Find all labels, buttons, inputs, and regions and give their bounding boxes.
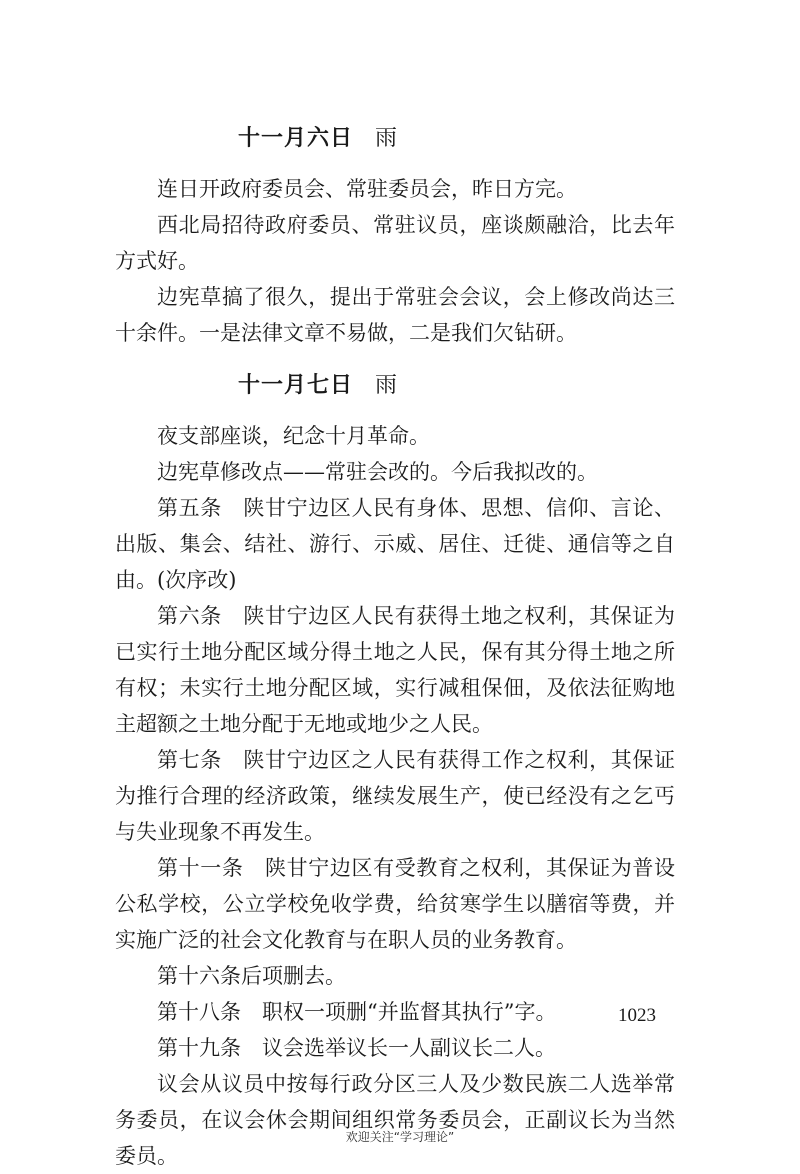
- paragraph: 夜支部座谈，纪念十月革命。: [157, 424, 430, 448]
- entry-date: 十一月六日: [238, 125, 354, 151]
- paragraph: 议会从议员中按每行政分区三人及少数民族二人选举常务委员，在议会休会期间组织常务委员会，正副议长为当然委员。: [115, 1072, 675, 1168]
- entry-heading: [115, 118, 675, 159]
- article-paragraph: 第七条 陕甘宁边区之人民有获得工作之权利，其保证为推行合理的经济政策，继续发展生产，使已经没有之乞丐与失业现象不再发生。: [115, 748, 675, 844]
- article-paragraph: 第十九条 议会选举议长一人副议长二人。: [157, 1036, 556, 1060]
- article-paragraph: 第十一条 陕甘宁边区有受教育之权利，其保证为普设公私学校，公立学校免收学费，给贫寒学生以膳宿等费，并实施广泛的社会文化教育与在职人员的业务教育。: [115, 856, 675, 952]
- paragraph: 连日开政府委员会、常驻委员会，昨日方完。: [157, 177, 577, 201]
- article-paragraph: 第十六条后项删去。: [157, 964, 346, 988]
- diary-content: [115, 118, 675, 1174]
- footer-note: 欢迎关注“学习理论”: [345, 1130, 455, 1144]
- entry-heading: [115, 365, 675, 406]
- entry-weather: 雨: [375, 126, 399, 151]
- paragraph: 边宪草修改点——常驻会改的。今后我拟改的。: [157, 460, 598, 484]
- diary-entry-nov-7: [115, 365, 675, 1174]
- article-paragraph: 第五条 陕甘宁边区人民有身体、思想、信仰、言论、出版、集会、结社、游行、示威、居住、迁徙、通信等之自由。(次序改): [115, 496, 675, 592]
- diary-entry-nov-6: [115, 118, 675, 351]
- entry-weather: 雨: [375, 373, 399, 398]
- entry-date: 十一月七日: [238, 372, 354, 398]
- paragraph: 边宪草搞了很久，提出于常驻会会议，会上修改尚达三十余件。一是法律文章不易做，二是我们欠钻研。: [115, 285, 675, 345]
- article-paragraph: 第六条 陕甘宁边区人民有获得土地之权利，其保证为已实行土地分配区域分得土地之人民，保有其分得土地之所有权；未实行土地分配区域，实行减租保佃，及依法征购地主超额之土地分配于无地或地少之人民。: [115, 604, 675, 736]
- article-paragraph: 第十八条 职权一项删“并监督其执行”字。: [157, 1000, 557, 1024]
- page-number: 1023: [618, 1005, 656, 1026]
- paragraph: 西北局招待政府委员、常驻议员，座谈颇融洽，比去年方式好。: [115, 213, 675, 273]
